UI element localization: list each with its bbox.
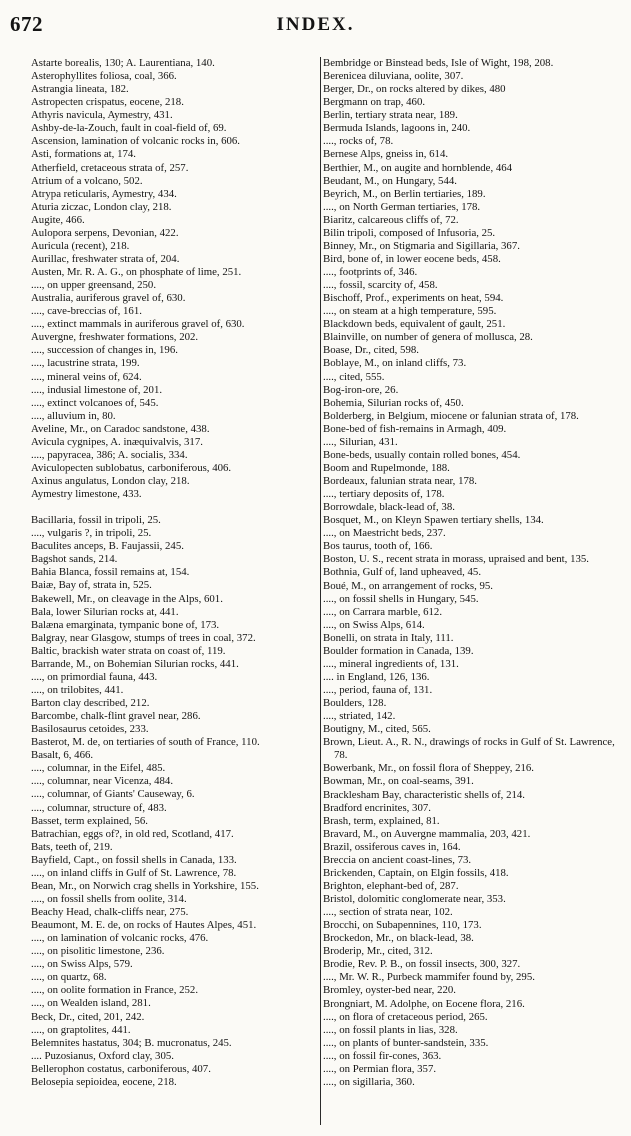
index-entry: Boston, U. S., recent strata in morass, upraised and bent, 135. — [323, 553, 589, 566]
index-entry: Boutigny, M., cited, 565. — [323, 723, 431, 736]
index-entry: Brash, term, explained, 81. — [323, 814, 440, 827]
index-entry: Bischoff, Prof., experiments on heat, 594. — [323, 292, 504, 305]
index-entry: Aurillac, freshwater strata of, 204. — [31, 252, 180, 265]
index-entry: ...., on Swiss Alps, 579. — [31, 958, 133, 971]
index-entry: Ashby-de-la-Zouch, fault in coal-field of, 69. — [31, 122, 227, 135]
index-entry: Biaritz, calcareous cliffs of, 72. — [323, 213, 459, 226]
index-entry: Brockedon, Mr., on black-lead, 38. — [323, 932, 474, 945]
index-column-right — [323, 57, 623, 1089]
index-entry: Berthier, M., on augite and hornblende, 464 — [323, 161, 513, 174]
index-entry: Augite, 466. — [31, 213, 85, 226]
index-entry: Boulders, 128. — [323, 697, 387, 710]
index-entry: Binney, Mr., on Stigmaria and Sigillaria, 367. — [323, 239, 520, 252]
index-entry: ...., alluvium in, 80. — [31, 409, 116, 422]
index-entry: Bordeaux, falunian strata near, 178. — [323, 475, 477, 487]
index-entry: Bala, lower Silurian rocks at, 441. — [31, 605, 179, 618]
index-entry: ...., extinct mammals in auriferous gravel of, 630. — [31, 318, 245, 331]
index-entry: Basilosaurus cetoides, 233. — [31, 723, 149, 736]
page-number: 672 — [10, 12, 43, 36]
index-entry: ...., indusial limestone of, 201. — [31, 383, 163, 396]
index-entry: ...., columnar, near Vicenza, 484. — [31, 775, 174, 788]
index-entry: Brongniart, M. Adolphe, on Eocene flora, 216. — [323, 997, 525, 1010]
index-entry: Berlin, tertiary strata near, 189. — [323, 109, 458, 122]
index-entry: ...., on Swiss Alps, 614. — [323, 618, 425, 631]
index-entry: ...., Silurian, 431. — [323, 435, 398, 448]
index-entry: Bernese Alps, gneiss in, 614. — [323, 148, 449, 161]
index-entry: ...., striated, 142. — [323, 710, 396, 723]
index-entry: Astropecten crispatus, eocene, 218. — [31, 96, 184, 109]
index-entry: Bowman, Mr., on coal-seams, 391. — [323, 775, 474, 788]
index-entry: Aymestry limestone, 433. — [31, 488, 142, 501]
index-entry: Aviculopecten sublobatus, carboniferous, 406. — [31, 461, 232, 474]
index-entry: Bellerophon costatus, carboniferous, 407. — [31, 1062, 211, 1075]
index-entry: Beachy Head, chalk-cliffs near, 275. — [31, 906, 189, 918]
index-entry: ...., cited, 555. — [323, 370, 385, 383]
index-entry: Brown, Lieut. A., R. N., drawings of rocks in Gulf of St. Lawrence, 78. — [323, 736, 615, 762]
page-title: INDEX. — [276, 14, 355, 35]
index-entry: ...., succession of changes in, 196. — [31, 344, 178, 357]
index-entry: Brocchi, on Subapennines, 110, 173. — [323, 919, 482, 932]
index-entry: ...., on Maestricht beds, 237. — [323, 527, 446, 540]
index-entry: Boué, M., on arrangement of rocks, 95. — [323, 579, 494, 592]
index-entry: Baltic, brackish water strata on coast of, 119. — [31, 644, 226, 657]
index-entry: ...., on trilobites, 441. — [31, 683, 124, 696]
index-entry: ...., on primordial fauna, 443. — [31, 670, 158, 683]
index-entry: Bean, Mr., on Norwich crag shells in Yorkshire, 155. — [31, 879, 259, 892]
index-entry: ...., Mr. W. R., Purbeck mammifer found by, 295. — [323, 971, 535, 984]
index-entry: Basalt, 6, 466. — [31, 749, 94, 762]
index-entry: Balgray, near Glasgow, stumps of trees in coal, 372. — [31, 631, 256, 644]
index-entry: ...., on pisolitic limestone, 236. — [31, 945, 165, 958]
index-entry: ...., vulgaris ?, in tripoli, 25. — [31, 527, 152, 540]
index-entry: ...., section of strata near, 102. — [323, 906, 453, 919]
index-entry: Boom and Rupelmonde, 188. — [323, 461, 450, 474]
index-entry: ...., columnar, in the Eifel, 485. — [31, 762, 166, 775]
index-entry: Bayfield, Capt., on fossil shells in Canada, 133. — [31, 853, 237, 866]
column-divider — [320, 57, 321, 1125]
index-entry: ...., mineral veins of, 624. — [31, 370, 142, 383]
index-entry: Bird, bone of, in lower eocene beds, 458. — [323, 252, 501, 265]
index-entry: ...., on upper greensand, 250. — [31, 279, 157, 292]
index-entry: ...., on inland cliffs in Gulf of St. Lawrence, 78. — [31, 866, 237, 879]
index-entry: ...., on Carrara marble, 612. — [323, 605, 443, 618]
index-entry: Basset, term explained, 56. — [31, 814, 148, 827]
index-entry: Ascension, lamination of volcanic rocks in, 606. — [31, 135, 240, 148]
index-entry: ...., on Wealden island, 281. — [31, 997, 151, 1010]
index-entry: ...., period, fauna of, 131. — [323, 684, 433, 696]
index-entry: Balæna emarginata, tympanic bone of, 173. — [31, 618, 220, 631]
index-entry: Australia, auriferous gravel of, 630. — [31, 292, 186, 305]
index-entry: Bonelli, on strata in Italy, 111. — [323, 631, 454, 644]
index-entry: Belosepia sepioidea, eocene, 218. — [31, 1075, 177, 1088]
index-entry: Astrangia lineata, 182. — [31, 83, 129, 96]
index-entry: Bembridge or Binstead beds, Isle of Wight, 198, 208. — [323, 57, 554, 69]
index-entry: Blackdown beds, equivalent of gault, 251. — [323, 318, 506, 331]
index-entry: Beudant, M., on Hungary, 544. — [323, 174, 457, 187]
index-entry: Boase, Dr., cited, 598. — [323, 344, 419, 357]
index-entry: Bakewell, Mr., on cleavage in the Alps, 601. — [31, 592, 223, 605]
index-entry: Bravard, M., on Auvergne mammalia, 203, 421. — [323, 827, 531, 840]
index-entry: ...., on fossil shells from oolite, 314. — [31, 892, 187, 905]
index-entry: Bowerbank, Mr., on fossil flora of Sheppey, 216. — [323, 762, 535, 775]
index-entry: Blainville, on number of genera of mollusca, 28. — [323, 331, 533, 344]
index-entry: Belemnites hastatus, 304; B. mucronatus, 245. — [31, 1036, 232, 1049]
index-entry: ...., extinct volcanoes of, 545. — [31, 396, 159, 409]
index-entry: Bagshot sands, 214. — [31, 553, 118, 566]
index-entry: ...., columnar, structure of, 483. — [31, 801, 167, 814]
index-entry: Barcombe, chalk-flint gravel near, 286. — [31, 710, 201, 723]
index-entry: ...., on fossil shells in Hungary, 545. — [323, 592, 479, 605]
index-entry: Aulopora serpens, Devonian, 422. — [31, 226, 179, 239]
index-entry: ...., papyracea, 386; A. socialis, 334. — [31, 448, 188, 461]
index-entry: Asterophyllites foliosa, coal, 366. — [31, 70, 177, 83]
index-entry: Atherfield, cretaceous strata of, 257. — [31, 161, 189, 174]
index-entry: Avicula cygnipes, A. inæquivalvis, 317. — [31, 435, 203, 448]
index-entry: ...., mineral ingredients of, 131. — [323, 657, 459, 670]
index-entry: ...., columnar, of Giants' Causeway, 6. — [31, 788, 195, 801]
index-entry: Bohemia, Silurian rocks of, 450. — [323, 396, 464, 409]
index-entry: Bahia Blanca, fossil remains at, 154. — [31, 566, 190, 579]
index-entry: Bothnia, Gulf of, land upheaved, 45. — [323, 566, 482, 579]
index-entry: ...., on quartz, 68. — [31, 971, 107, 984]
index-entry: ...., tertiary deposits of, 178. — [323, 488, 445, 501]
index-entry: Atrypa reticularis, Aymestry, 434. — [31, 187, 177, 200]
index-entry: ...., on sigillaria, 360. — [323, 1075, 415, 1088]
index-entry: Beck, Dr., cited, 201, 242. — [31, 1010, 145, 1023]
index-entry: Basterot, M. de, on tertiaries of south of France, 110. — [31, 736, 260, 749]
index-entry: Bos taurus, tooth of, 166. — [323, 540, 433, 553]
index-entry: Austen, Mr. R. A. G., on phosphate of lime, 251. — [31, 266, 242, 278]
index-entry: Bats, teeth of, 219. — [31, 840, 113, 853]
index-entry: Barrande, M., on Bohemian Silurian rocks, 441. — [31, 657, 239, 670]
index-entry: Bradford encrinites, 307. — [323, 801, 431, 814]
index-entry: ...., on lamination of volcanic rocks, 476. — [31, 932, 209, 945]
index-entry: Bergmann on trap, 460. — [323, 96, 426, 109]
index-entry: ...., cave-breccias of, 161. — [31, 305, 142, 318]
index-entry: Bracklesham Bay, characteristic shells of, 214. — [323, 788, 525, 801]
index-entry: Borrowdale, black-lead of, 38. — [323, 501, 455, 514]
index-entry: Boblaye, M., on inland cliffs, 73. — [323, 357, 467, 370]
index-entry: ...., on flora of cretaceous period, 265. — [323, 1010, 488, 1023]
index-entry: Astarte borealis, 130; A. Laurentiana, 140. — [31, 57, 215, 69]
index-entry: Bromley, oyster-bed near, 220. — [323, 984, 456, 997]
index-entry: Brazil, ossiferous caves in, 164. — [323, 840, 461, 853]
index-entry: ...., on steam at a high temperature, 595. — [323, 305, 497, 318]
index-entry: Auricula (recent), 218. — [31, 239, 130, 252]
index-entry: Beyrich, M., on Berlin tertiaries, 189. — [323, 187, 486, 200]
index-entry: Barton clay described, 212. — [31, 697, 150, 709]
index-entry: .... in England, 126, 136. — [323, 670, 430, 683]
index-entry: Bacillaria, fossil in tripoli, 25. — [31, 514, 161, 527]
index-entry: Beaumont, M. E. de, on rocks of Hautes Alpes, 451. — [31, 919, 257, 932]
index-entry: ...., on graptolites, 441. — [31, 1023, 131, 1036]
index-entry: ...., rocks of, 78. — [323, 135, 394, 148]
index-entry: Broderip, Mr., cited, 312. — [323, 945, 433, 958]
index-entry: Batrachian, eggs of?, in old red, Scotland, 417. — [31, 827, 234, 840]
index-entry: Athyris navicula, Aymestry, 431. — [31, 109, 173, 122]
index-entry: ...., fossil, scarcity of, 458. — [323, 279, 438, 292]
index-entry: Bermuda Islands, lagoons in, 240. — [323, 122, 471, 135]
index-entry: Atrium of a volcano, 502. — [31, 174, 143, 187]
index-entry: Bristol, dolomitic conglomerate near, 353. — [323, 893, 506, 905]
index-entry: Brodie, Rev. P. B., on fossil insects, 300, 327. — [323, 958, 521, 971]
index-entry: Bolderberg, in Belgium, miocene or falunian strata of, 178. — [323, 409, 579, 422]
index-entry: Aturia ziczac, London clay, 218. — [31, 200, 172, 213]
index-entry: Bosquet, M., on Kleyn Spawen tertiary shells, 134. — [323, 514, 544, 527]
index-entry: Brighton, elephant-bed of, 287. — [323, 879, 459, 892]
index-entry: ...., on fossil plants in lias, 328. — [323, 1023, 458, 1036]
index-entry: Bone-beds, usually contain rolled bones, 454. — [323, 448, 521, 461]
index-entry: Bog-iron-ore, 26. — [323, 383, 399, 396]
index-entry: ...., footprints of, 346. — [323, 266, 418, 278]
index-entry: Axinus angulatus, London clay, 218. — [31, 475, 190, 487]
index-entry: ...., on plants of bunter-sandstein, 335. — [323, 1036, 489, 1049]
index-entry: Berenicea diluviana, oolite, 307. — [323, 70, 464, 83]
index-entry: Aveline, Mr., on Caradoc sandstone, 438. — [31, 422, 210, 435]
index-entry: Brickenden, Captain, on Elgin fossils, 418. — [323, 866, 509, 879]
index-entry: Breccia on ancient coast-lines, 73. — [323, 853, 472, 866]
index-entry: ...., lacustrine strata, 199. — [31, 357, 140, 370]
index-entry: ...., on fossil fir-cones, 363. — [323, 1049, 442, 1062]
index-column-left — [31, 57, 317, 1089]
index-entry: ...., on oolite formation in France, 252. — [31, 984, 199, 997]
index-entry: ...., on North German tertiaries, 178. — [323, 200, 481, 213]
index-entry: Baiæ, Bay of, strata in, 525. — [31, 579, 152, 592]
index-entry: Baculites anceps, B. Faujassii, 245. — [31, 540, 184, 553]
index-entry: Bone-bed of fish-remains in Armagh, 409. — [323, 422, 507, 435]
index-entry: .... Puzosianus, Oxford clay, 305. — [31, 1049, 174, 1062]
index-entry: Bilin tripoli, composed of Infusoria, 25. — [323, 226, 496, 239]
index-entry: Asti, formations at, 174. — [31, 148, 136, 161]
index-entry: Berger, Dr., on rocks altered by dikes, 480 — [323, 83, 506, 96]
index-entry: ...., on Permian flora, 357. — [323, 1062, 437, 1075]
index-entry: Boulder formation in Canada, 139. — [323, 644, 474, 657]
index-entry: Auvergne, freshwater formations, 202. — [31, 331, 199, 344]
